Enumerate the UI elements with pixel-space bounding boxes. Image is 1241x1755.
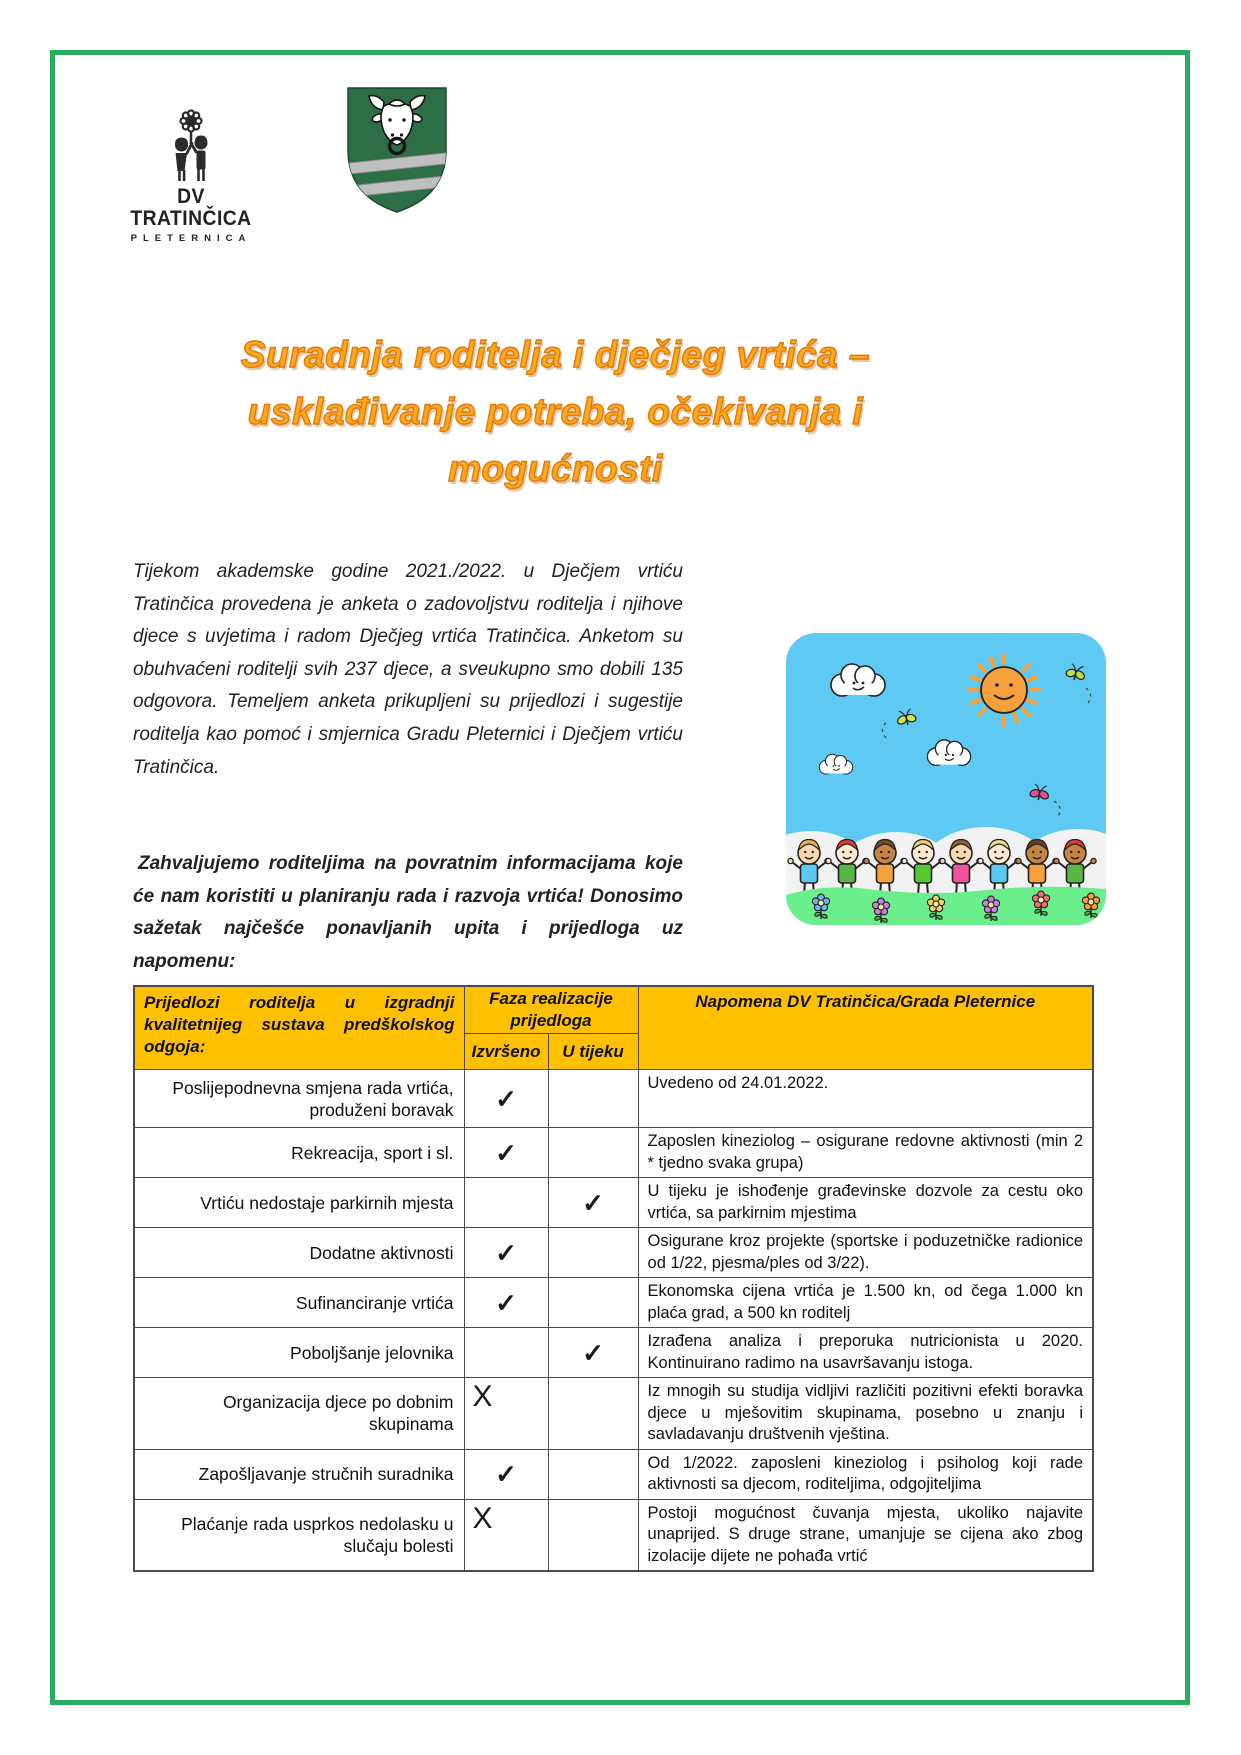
note-text: Izrađena analiza i preporuka nutricionista u 2020. Kontinuirano radimo na usavršavanju istoga. [638,1328,1093,1378]
done-mark: X [464,1378,548,1450]
note-text: Iz mnogih su studija vidljivi različiti pozitivni efekti boravka djece u mješovitim skupinama, posebno u znanju i savladavanju društvenih vještina. [638,1378,1093,1450]
title-line-1: Suradnja roditelja i dječjeg vrtića – [240,334,871,375]
in-progress-mark [548,1449,638,1499]
note-text: Osigurane kroz projekte (sportske i poduzetničke radionice od 1/22, pjesma/ples od 3/22). [638,1228,1093,1278]
proposal-label: Poboljšanje jelovnika [134,1328,464,1378]
proposal-label: Zapošljavanje stručnih suradnika [134,1449,464,1499]
note-text: U tijeku je ishođenje građevinske dozvole za cestu oko vrtića, sa parkirnim mjestima [638,1178,1093,1228]
in-progress-mark [548,1278,638,1328]
done-mark: ✓ [464,1449,548,1499]
table-row [134,1499,1093,1571]
table-row [134,1128,1093,1178]
note-text: Ekonomska cijena vrtića je 1.500 kn, od čega 1.000 kn plaća grad, a 500 kn roditelj [638,1278,1093,1328]
done-mark [464,1178,548,1228]
thanks-paragraph: Zahvaljujemo roditeljima na povratnim informacijama koje će nam koristiti u planiranju rada i razvoja vrtića! Donosimo sažetak najčešće ponavljanih upita i prijedloga uz napomenu: [133,853,683,972]
done-mark: ✓ [464,1228,548,1278]
table-row [134,1328,1093,1378]
proposal-label: Plaćanje rada usprkos nedolasku u slučaju bolesti [134,1499,464,1571]
header-in-progress: U tijeku [548,1034,638,1070]
in-progress-mark: ✓ [548,1178,638,1228]
children-illustration [786,633,1106,925]
proposal-label: Sufinanciranje vrtića [134,1278,464,1328]
title-line-3: mogućnosti [448,448,663,489]
done-mark: ✓ [464,1128,548,1178]
table-body [134,1070,1093,1572]
table-row [134,1378,1093,1450]
note-text: Od 1/2022. zaposleni kineziolog i psiholog koji rade aktivnosti sa djecom, roditeljima, odgojiteljima [638,1449,1093,1499]
table-row [134,1070,1093,1128]
proposal-label: Rekreacija, sport i sl. [134,1128,464,1178]
header-note: Napomena DV Tratinčica/Grada Pleternice [638,986,1093,1070]
intro-paragraph: Tijekom akademske godine 2021./2022. u Dječjem vrtiću Tratinčica provedena je anketa o zadovoljstvu roditelja i njihove djece s uvjetima i radom Dječjeg vrtića Tratinčica. Anketom su obuhvaćeni roditelji svih 237 djece, a sveukupno smo dobili 135 odgovora. Temeljem anketa prikupljeni su prijedlozi i sugestije roditelja kao pomoć i smjernica Gradu Pleternici i Dječjem vrtiću Tratinčica. [133,561,683,778]
done-mark: ✓ [464,1278,548,1328]
in-progress-mark [548,1070,638,1128]
in-progress-mark: ✓ [548,1328,638,1378]
done-mark: X [464,1499,548,1571]
proposal-label: Vrtiću nedostaje parkirnih mjesta [134,1178,464,1228]
header-proposals: Prijedlozi roditelja u izgradnji kvalitetnijeg sustava predškolskog odgoja: [134,986,464,1070]
note-text: Uvedeno od 24.01.2022. [638,1070,1093,1128]
kindergarten-name: DV TRATINČICA [130,185,252,231]
done-mark: ✓ [464,1070,548,1128]
proposal-label: Poslijepodnevna smjena rada vrtića, produženi boravak [134,1070,464,1128]
note-text: Postoji mogućnost čuvanja mjesta, ukoliko najavite unaprijed. S druge strane, umanjuje se cijena ako zbog izolacije dijete ne pohađa vrtić [638,1499,1093,1571]
note-text: Zaposlen kineziolog – osigurane redovne aktivnosti (min 2 * tjedno svaka grupa) [638,1128,1093,1178]
in-progress-mark [548,1378,638,1450]
header-phase: Faza realizacije prijedloga [464,986,638,1034]
done-mark [464,1328,548,1378]
table-row [134,1228,1093,1278]
table-row [134,1449,1093,1499]
in-progress-mark [548,1499,638,1571]
two-children-holding-flower-icon [143,108,239,186]
in-progress-mark [548,1228,638,1278]
in-progress-mark [548,1128,638,1178]
proposal-label: Dodatne aktivnosti [134,1228,464,1278]
kindergarten-subtitle: PLETERNICA [130,233,252,245]
table-row [134,1278,1093,1328]
table-row [134,1178,1093,1228]
proposals-table [133,985,1092,1572]
document-title [133,326,978,497]
header-done: Izvršeno [464,1034,548,1070]
title-line-2: usklađivanje potreba, očekivanja i [247,391,864,432]
proposal-label: Organizacija djece po dobnim skupinama [134,1378,464,1450]
city-coat-of-arms-icon [344,84,450,216]
kindergarten-logo [116,108,266,244]
